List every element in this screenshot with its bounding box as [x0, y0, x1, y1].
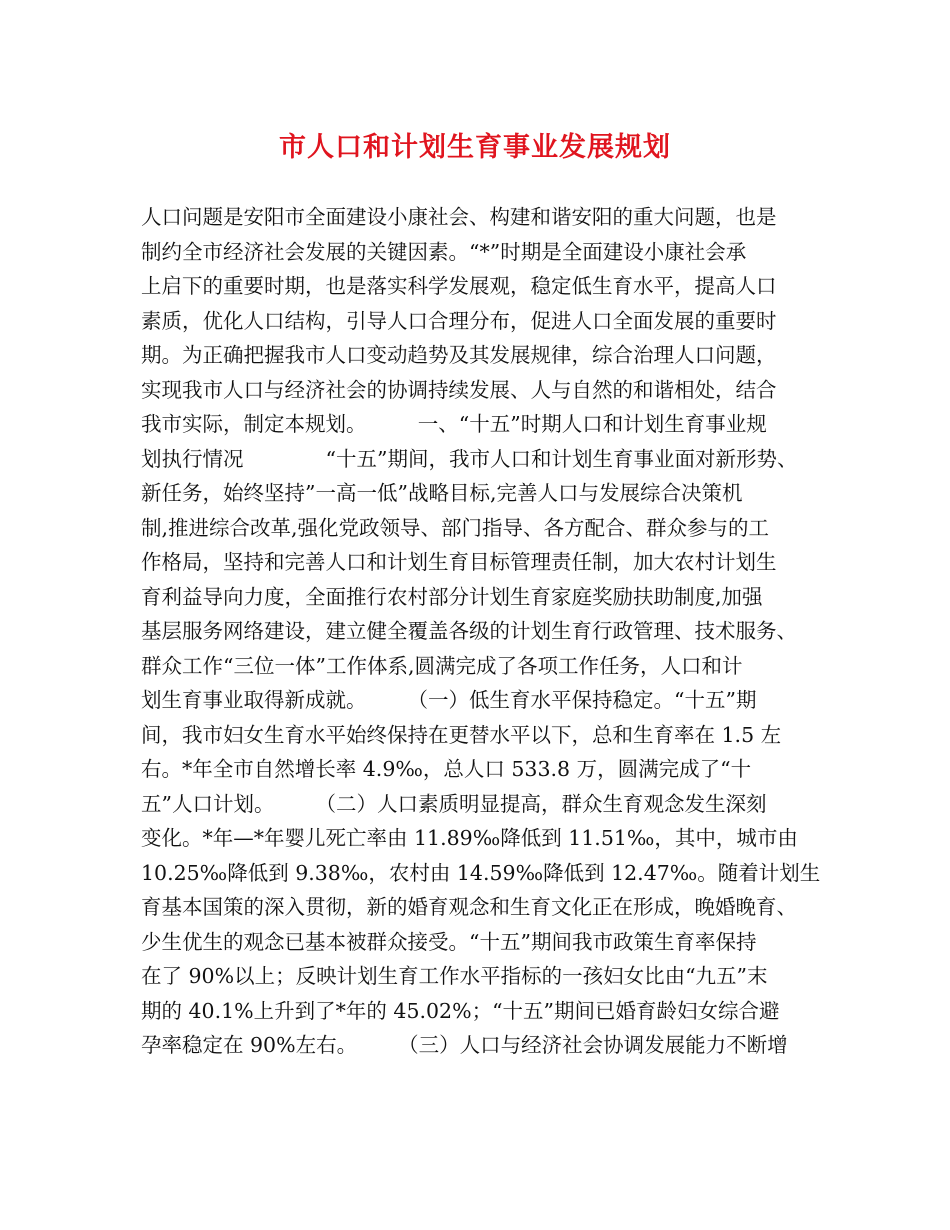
body-line: 新任务，始终坚持”一高一低”战略目标,完善人口与发展综合决策机	[141, 481, 743, 505]
body-line: 作格局，坚持和完善人口和计划生育目标管理责任制，加大农村计划生	[141, 550, 777, 574]
body-line: 我市实际，制定本规划。 一、“十五”时期人口和计划生育事业规	[141, 412, 767, 436]
body-line: 孕率稳定在 90%左右。 （三）人口与经济社会协调发展能力不断增	[141, 1033, 788, 1057]
body-line: 实现我市人口与经济社会的协调持续发展、人与自然的和谐相处，结合	[141, 377, 777, 402]
body-line: 划执行情况 “十五”期间，我市人口和计划生育事业面对新形势、	[141, 446, 798, 471]
body-line: 间，我市妇女生育水平始终保持在更替水平以下，总和生育率在 1.5 左	[141, 722, 782, 747]
document-body	[141, 200, 821, 1063]
document-title: 市人口和计划生育事业发展规划	[279, 132, 671, 163]
body-line: 期的 40.1%上升到了*年的 45.02%；“十五”期间已婚育龄妇女综合避	[141, 998, 780, 1023]
body-line: 在了 90%以上；反映计划生育工作水平指标的一孩妇女比由“九五”末	[141, 964, 768, 988]
body-line: 育利益导向力度，全面推行农村部分计划生育家庭奖励扶助制度,加强	[141, 584, 763, 609]
body-line: 制,推进综合改革,强化党政领导、部门指导、各方配合、群众参与的工	[141, 515, 770, 540]
body-line: 右。*年全市自然增长率 4.9‰，总人口 533.8 万，圆满完成了“十	[141, 757, 752, 781]
body-line: 10.25‰降低到 9.38‰，农村由 14.59‰降低到 12.47‰。随着计划生	[141, 860, 821, 885]
body-line: 五”人口计划。 （二）人口素质明显提高，群众生育观念发生深刻	[141, 791, 767, 816]
body-line: 人口问题是安阳市全面建设小康社会、构建和谐安阳的重大问题，也是	[141, 205, 777, 229]
body-line: 变化。*年—*年婴儿死亡率由 11.89‰降低到 11.51‰，其中，城市由	[141, 826, 798, 850]
body-line: 划生育事业取得新成就。 （一）低生育水平保持稳定。“十五”期	[141, 688, 757, 712]
body-line: 素质，优化人口结构，引导人口合理分布，促进人口全面发展的重要时	[141, 308, 777, 333]
body-line: 期。为正确把握我市人口变动趋势及其发展规律，综合治理人口问题，	[141, 343, 777, 367]
body-line: 上启下的重要时期，也是落实科学发展观，稳定低生育水平，提高人口	[141, 274, 777, 298]
body-line: 制约全市经济社会发展的关键因素。“*”时期是全面建设小康社会承	[141, 239, 747, 264]
body-line: 群众工作“三位一体”工作体系,圆满完成了各项工作任务，人口和计	[141, 653, 743, 678]
body-line: 育基本国策的深入贯彻，新的婚育观念和生育文化正在形成，晚婚晚育、	[141, 895, 797, 919]
body-line: 基层服务网络建设，建立健全覆盖各级的计划生育行政管理、技术服务、	[141, 619, 797, 643]
body-line: 少生优生的观念已基本被群众接受。“十五”期间我市政策生育率保持	[141, 929, 757, 954]
